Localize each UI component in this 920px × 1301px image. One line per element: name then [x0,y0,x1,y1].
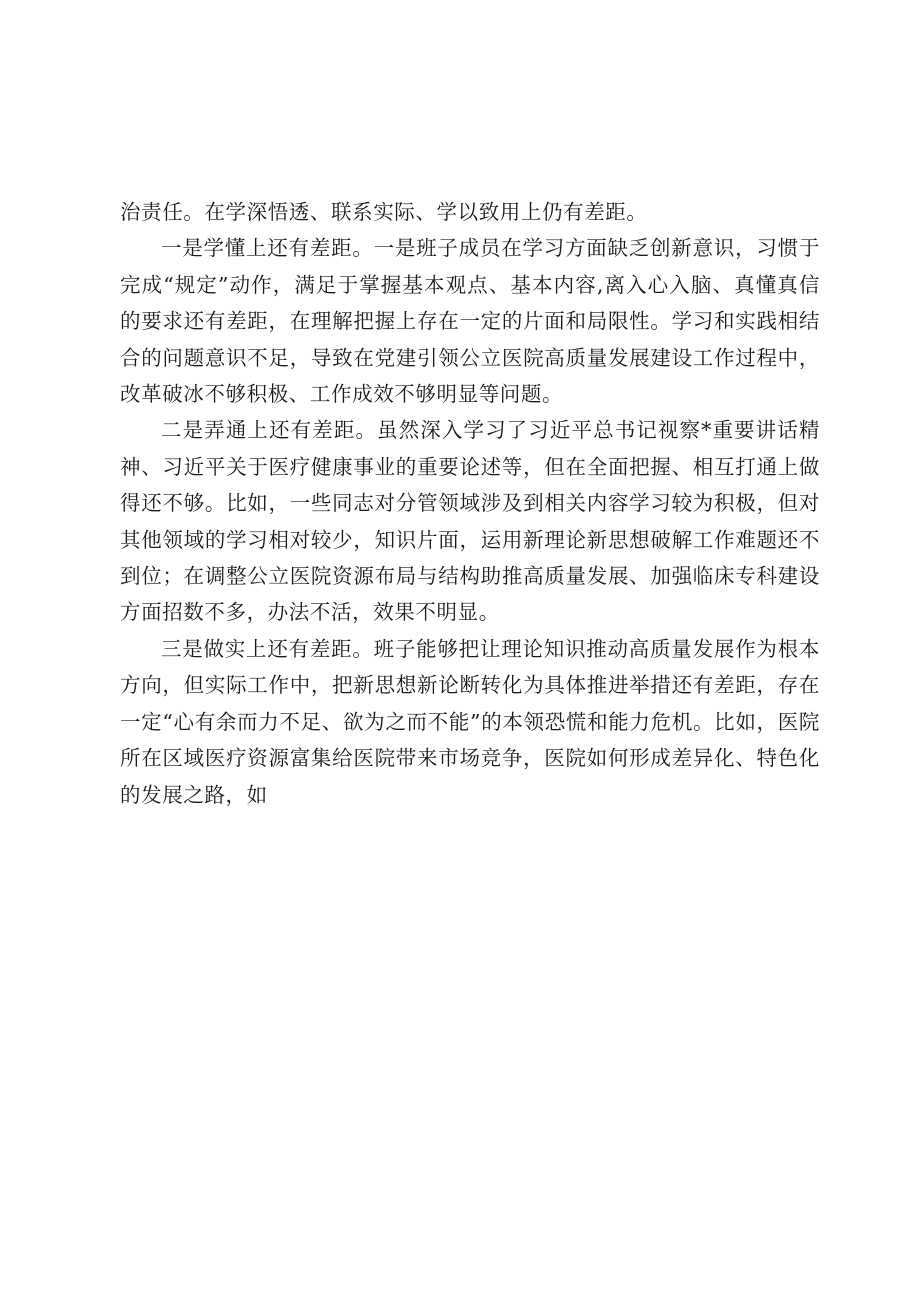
paragraph-xuedong: 一是学懂上还有差距。一是班子成员在学习方面缺乏创新意识，习惯于完成“规定”动作，满足于掌握基本观点、基本内容,离入心入脑、真懂真信的要求还有差距，在理解把握上存在一定的片面和局限性。学习和实践相结合的问题意识不足，导致在党建引领公立医院高质量发展建设工作过程中，改革破冰不够积极、工作成效不够明显等问题。 [120,236,820,407]
paragraph-zuoshi: 三是做实上还有差距。班子能够把让理论知识推动高质量发展作为根本方向，但实际工作中，把新思想新论断转化为具体推进举措还有差距，存在一定“心有余而力不足、欲为之而不能”的本领恐慌和能力危机。比如，医院所在区域医疗资源富集给医院带来市场竞争，医院如何形成差异化、特色化的发展之路，如 [120,636,820,807]
paragraph-nongtong: 二是弄通上还有差距。虽然深入学习了习近平总书记视察*重要讲话精神、习近平关于医疗健康事业的重要论述等，但在全面把握、相互打通上做得还不够。比如，一些同志对分管领域涉及到相关内容学习较为积极，但对其他领域的学习相对较少，知识片面，运用新理论新思想破解工作难题还不到位；在调整公立医院资源布局与结构助推高质量发展、加强临床专科建设方面招数不多，办法不活，效果不明显。 [120,418,820,625]
document-body [120,194,820,813]
paragraph-continuation: 治责任。在学深悟透、联系实际、学以致用上仍有差距。 [120,200,648,224]
